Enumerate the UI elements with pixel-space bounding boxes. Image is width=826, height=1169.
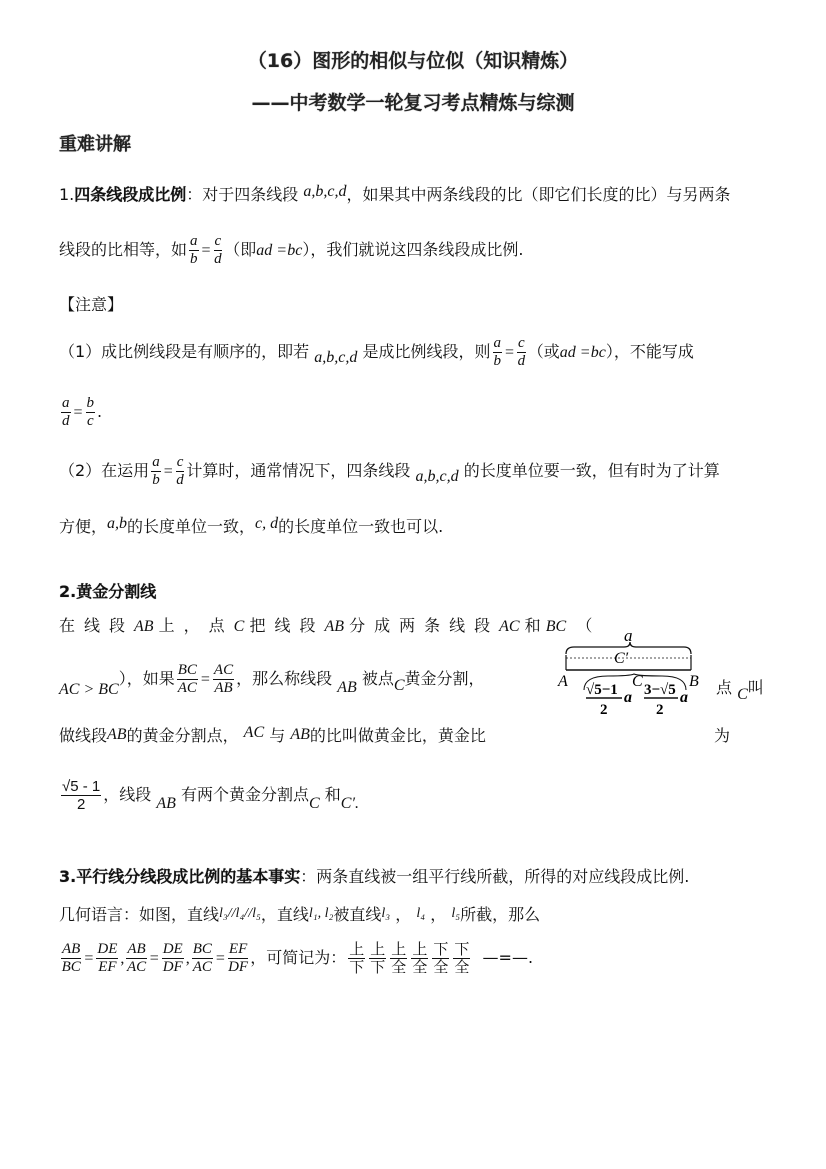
fraction-xia-quan: $\frac{\text{下}}{\text{全}}$ xyxy=(454,941,470,976)
s3-text: 几何语言：如图，直线 xyxy=(59,905,220,924)
s2-line2: AC > BC），如果 $\frac{BC}{AC}$ = $\frac{AC}{AB}$ ，那么称线段 AB 被点C黄金分割， xyxy=(59,662,485,698)
var-BC: BC xyxy=(545,618,567,635)
fraction-c-d: $\frac{c}{d}$ xyxy=(517,335,526,369)
s3-comma: ， xyxy=(430,905,447,924)
s2-line4 xyxy=(59,778,359,813)
fraction-a-d: $\frac{a}{d}$ xyxy=(62,395,70,429)
product-bc: bc xyxy=(287,242,303,259)
s2-text: 分成两条线段 xyxy=(349,616,500,635)
fraction-ef-df: $\frac{EF}{DF}$ xyxy=(228,941,249,975)
s2-text: 做线段 xyxy=(59,726,108,745)
parallel-lines: l₃//l₄//l₅ xyxy=(219,906,261,921)
fraction-ab-bc: $\frac{AB}{BC}$ xyxy=(61,941,81,975)
s2-text: 黄金分割， xyxy=(404,669,485,688)
vars-cd: c, d xyxy=(255,515,279,532)
var-C: C xyxy=(233,618,245,635)
product-ad: ad xyxy=(256,242,273,259)
line-l5: l₅ xyxy=(451,906,461,921)
var-AB: AB xyxy=(156,795,176,812)
golden-ratio-fraction: $\frac{√5 - 1}{2}$ xyxy=(62,778,101,813)
note2-text3: 的长度单位要一致，但有时为了计算 xyxy=(463,461,720,480)
s3-text: 所截，那么 xyxy=(460,905,541,924)
fraction-c-d: $\frac{c}{d}$ xyxy=(176,454,184,488)
s2-text: 和 xyxy=(524,616,541,635)
var-AC: AC xyxy=(499,618,520,635)
s3-text: 被直线 xyxy=(333,905,382,924)
var-C: C xyxy=(393,677,405,694)
fraction-shang-xia: $\frac{\text{上}}{\text{下}}$ xyxy=(370,941,386,976)
diagram-end-ticks xyxy=(566,655,691,670)
fraction-shang-xia: $\frac{\text{上}}{\text{下}}$ xyxy=(349,941,365,976)
page-subtitle: ——中考数学一轮复习考点精炼与综测 xyxy=(251,92,575,114)
s1-text: ：对于四条线段 xyxy=(186,185,299,204)
s3-formula-line: $\frac{AB}{BC}$ = $\frac{DE}{EF}$ , $\frac{AB}{AC}$ = $\frac{DE}{DF}$ , $\frac{BC}{AC}$ = $\frac{EF}{DF}$ ，可简记为： $\frac{\text{上}}{\text{下}}$ $\frac{\text{上}}{\text{下}}$ $\frac{\text{上}}{\text{全}}$ $\frac{\text{上}}{\text{全}}$ $\frac{\text{下}}{\text{全}}$ $\frac{\text{下}}{\text{全}}$ —=—. xyxy=(61,941,534,976)
s3-line2 xyxy=(59,902,540,925)
note1-end: . xyxy=(97,402,103,421)
var-C-prime: C′. xyxy=(340,795,359,812)
diagram-label-a: a xyxy=(624,628,633,645)
s2-heading: 2.黄金分割线 xyxy=(59,582,157,601)
note2-text4: 方便， xyxy=(59,517,108,536)
s2-line2-right xyxy=(716,675,764,703)
s3-text: ，直线 xyxy=(260,905,309,924)
s2-text: 在线段 xyxy=(59,616,135,635)
var-AB: AB xyxy=(134,618,154,635)
s2-line3-right: 为 xyxy=(714,726,731,745)
s1-heading: 四条线段成比例 xyxy=(74,185,187,204)
s1-text2: ，如果其中两条线段的比（即它们长度的比）与另两条 xyxy=(346,185,731,204)
product-ad: ad xyxy=(559,344,576,361)
s1-text3: 线段的比相等，如 xyxy=(59,240,188,259)
s2-text: ，那么称线段 xyxy=(236,669,333,688)
s3-tail: —=—. xyxy=(482,948,534,967)
s2-text: 把线段 xyxy=(249,616,325,635)
s1-vars: a,b,c,d xyxy=(303,183,347,200)
note1-text1: （1）成比例线段是有顺序的，即若 xyxy=(59,342,310,361)
s2-text: 和 xyxy=(324,785,341,804)
s3-comma: ， xyxy=(395,905,412,924)
note1-vars: a,b,c,d xyxy=(314,349,358,366)
note1-text3: （或 xyxy=(527,342,560,361)
note1-line2: $\frac{a}{d}$ = $\frac{b}{c}$ . xyxy=(62,395,103,429)
s2-text: 与 xyxy=(269,726,286,745)
note1-text4: ），不能写成 xyxy=(605,342,694,361)
s1-text5: ），我们就说这四条线段成比例. xyxy=(302,240,524,259)
s2-text: 有两个黄金分割点 xyxy=(181,785,310,804)
fraction-de-ef: $\frac{DE}{EF}$ xyxy=(97,941,118,975)
s2-line3 xyxy=(59,723,486,746)
fraction-shang-quan: $\frac{\text{上}}{\text{全}}$ xyxy=(412,941,428,976)
fraction-bc-ac: $\frac{BC}{AC}$ xyxy=(177,662,197,696)
diagram-point-b: B xyxy=(689,673,699,690)
s3-text: ：两条直线被一组平行线所截，所得的对应线段成比例. xyxy=(300,867,690,886)
s2-text: 被点 xyxy=(361,669,394,688)
s3-heading: 3.平行线分线段成比例的基本事实 xyxy=(59,867,301,886)
note2-vars: a,b,c,d xyxy=(415,468,459,485)
note2-line1: （2）在运用 $\frac{a}{b}$ = $\frac{c}{d}$ 计算时，通常情况下，四条线段 a,b,c,d 的长度单位要一致，但有时为了计算 xyxy=(59,454,720,488)
fraction-c-d: $\frac{c}{d}$ xyxy=(214,233,222,267)
fraction-a-b: $\frac{a}{b}$ xyxy=(493,335,501,369)
line-l3: l₃ xyxy=(381,906,391,921)
fraction-xia-quan: $\frac{\text{下}}{\text{全}}$ xyxy=(433,941,449,976)
fraction-bc-ac: $\frac{BC}{AC}$ xyxy=(192,941,212,975)
s2-text: ，线段 xyxy=(103,785,152,804)
diagram-point-a: A xyxy=(558,673,568,690)
var-AB: AB xyxy=(337,679,357,696)
section-heading: 重难讲解 xyxy=(59,134,131,155)
s2-text: 叫 xyxy=(747,678,764,697)
lines-l1-l2: l₁, l₂ xyxy=(308,906,334,921)
fraction-de-df: $\frac{DE}{DF}$ xyxy=(162,941,183,975)
s2-text: 的比叫做黄金比，黄金比 xyxy=(309,726,486,745)
vars-ab: a,b xyxy=(107,515,128,532)
s2-text: 的黄金分割点， xyxy=(126,726,239,745)
note2-text5: 的长度单位一致， xyxy=(127,517,256,536)
var-AB: AB xyxy=(324,618,344,635)
s2-text: 点 xyxy=(716,678,733,697)
fraction-ac-ab: $\frac{AC}{AB}$ xyxy=(213,662,234,696)
var-AC: AC xyxy=(243,724,265,741)
note2-text6: 的长度单位一致也可以. xyxy=(278,517,444,536)
s3-line1 xyxy=(59,864,689,887)
fraction-ab-ac: $\frac{AB}{AC}$ xyxy=(126,941,147,975)
diagram-seg2-numerator: 3−√5 xyxy=(644,682,676,698)
var-C: C xyxy=(309,795,320,812)
page-title: （16）图形的相似与位似（知识精炼） xyxy=(247,50,579,72)
fraction-b-c: $\frac{b}{c}$ xyxy=(86,395,95,429)
s2-text: 上，点 xyxy=(158,616,234,635)
diagram-point-c: C xyxy=(632,673,643,690)
var-C: C xyxy=(737,686,748,703)
s2-text: ），如果 xyxy=(118,669,175,688)
s1-line2: 线段的比相等，如 $\frac{a}{b}$ = $\frac{c}{d}$ （即ad =bc），我们就说这四条线段成比例. xyxy=(59,233,524,267)
diagram-seg2-denominator: 2 xyxy=(656,702,664,718)
diagram-point-c-prime: C′ xyxy=(614,650,629,667)
note1-line1: （1）成比例线段是有顺序的，即若 a,b,c,d 是成比例线段，则 $\frac{a}{b}$ = $\frac{c}{d}$ （或ad =bc），不能写成 xyxy=(59,335,694,369)
fraction-a-b: $\frac{a}{b}$ xyxy=(152,454,160,488)
diagram-seg1-numerator: √5−1 xyxy=(586,682,618,698)
s1-line1 xyxy=(59,182,731,205)
s2-paren: （ xyxy=(576,616,593,635)
condition-ac-gt-bc: AC > BC xyxy=(59,681,119,698)
s2-line1 xyxy=(59,613,592,636)
diagram-seg1-denominator: 2 xyxy=(600,702,608,718)
diagram-seg2-var: a xyxy=(680,689,688,706)
var-AB: AB xyxy=(107,726,127,743)
product-bc: bc xyxy=(590,344,606,361)
note2-line2 xyxy=(59,514,443,537)
s1-text4: （即 xyxy=(224,240,257,259)
s1-num: 1. xyxy=(59,185,75,204)
line-l4: l₄ xyxy=(416,906,426,921)
note2-text1: （2）在运用 xyxy=(59,461,150,480)
note2-text2: 计算时，通常情况下，四条线段 xyxy=(186,461,411,480)
fraction-a-b: $\frac{a}{b}$ xyxy=(190,233,198,267)
note1-text2: 是成比例线段，则 xyxy=(362,342,491,361)
fraction-shang-quan: $\frac{\text{上}}{\text{全}}$ xyxy=(391,941,407,976)
golden-section-diagram xyxy=(556,628,706,720)
var-AB: AB xyxy=(290,726,310,743)
diagram-seg1-var: a xyxy=(624,689,632,706)
note-heading: 【注意】 xyxy=(59,295,124,314)
s3-text: ，可简记为： xyxy=(250,948,347,967)
